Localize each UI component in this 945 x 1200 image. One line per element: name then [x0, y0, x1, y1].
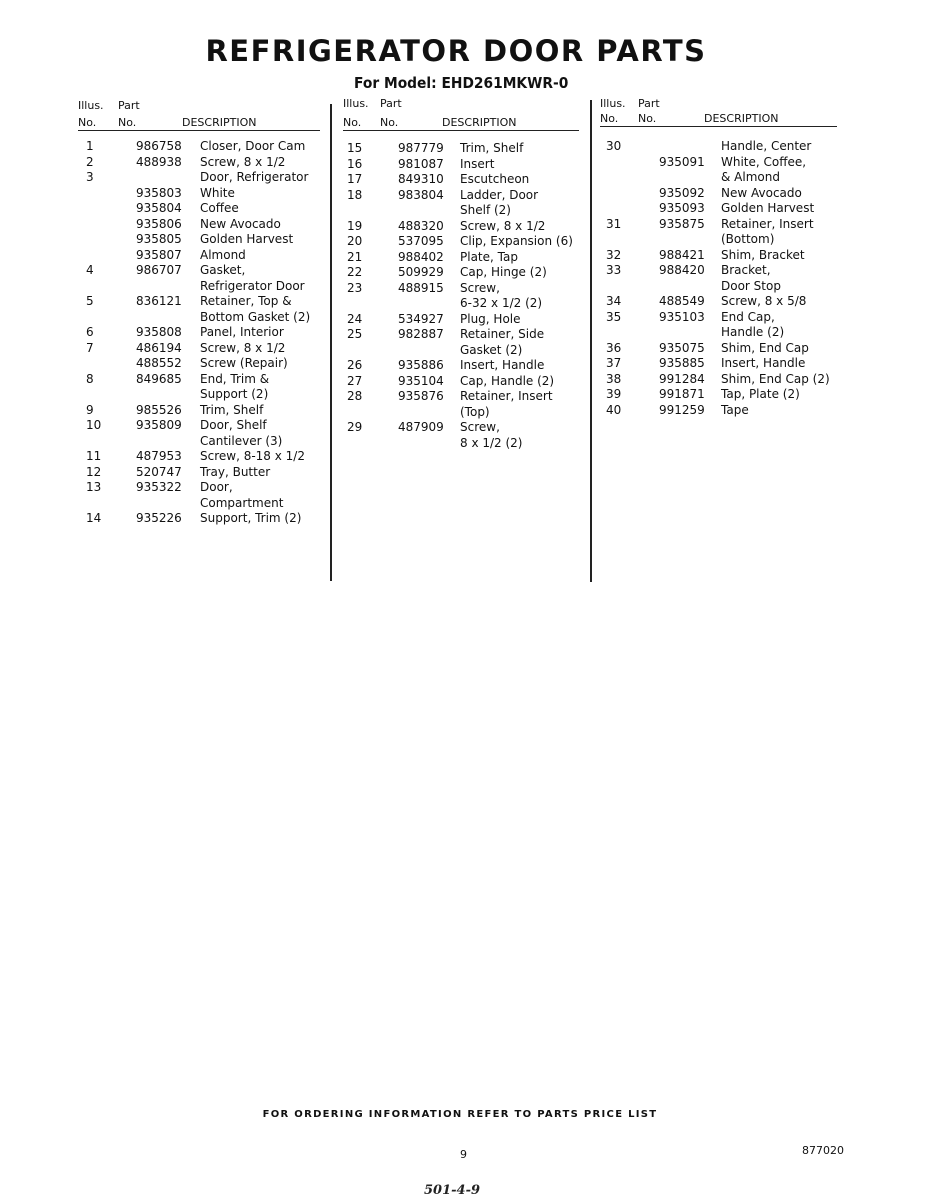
- header-rule: [600, 126, 837, 127]
- part-description: Door, Shelf: [200, 418, 267, 432]
- part-number: 982887: [398, 327, 444, 341]
- header-rule: [343, 130, 579, 131]
- part-description: & Almond: [721, 170, 780, 184]
- part-number: 534927: [398, 311, 444, 326]
- illus-number: 21: [347, 249, 363, 264]
- table-row: [600, 248, 845, 264]
- part-description: Ladder, Door: [460, 187, 539, 202]
- illus-number: 2: [86, 154, 94, 169]
- part-number: 986707: [136, 263, 182, 277]
- table-row: [78, 201, 323, 217]
- header-rule: [78, 130, 320, 131]
- table-row: [78, 356, 323, 372]
- table-row: [343, 420, 588, 451]
- table-row: [600, 263, 845, 294]
- table-row: [343, 265, 588, 281]
- illus-number: 40: [606, 402, 622, 417]
- part-number: 935092: [659, 185, 705, 200]
- ordering-info-footer: FOR ORDERING INFORMATION REFER TO PARTS PRICE LIST: [262, 1109, 658, 1120]
- illus-number: 11: [86, 449, 102, 463]
- illus-number: 33: [606, 263, 622, 277]
- table-row: [78, 139, 323, 155]
- table-row: [600, 341, 845, 357]
- part-description: Handle (2): [721, 325, 785, 339]
- part-description: Screw, 8 x 1/2: [200, 340, 286, 355]
- illus-number: 26: [347, 358, 363, 372]
- table-row: [78, 480, 323, 511]
- table-row: [343, 312, 588, 328]
- table-row: [78, 186, 323, 202]
- part-number: 487909: [398, 420, 444, 434]
- part-header-top: Part: [118, 99, 140, 112]
- part-description: White: [200, 185, 235, 200]
- illus-number: 7: [86, 340, 94, 355]
- part-number: 935075: [659, 340, 705, 355]
- column-header: [600, 97, 845, 129]
- parts-rows: [78, 139, 323, 527]
- part-number: 935103: [659, 309, 705, 324]
- parts-rows: [600, 139, 845, 418]
- illus-number: 37: [606, 356, 622, 370]
- part-description: Support, Trim (2): [200, 511, 302, 525]
- part-description: Retainer, Insert: [460, 389, 553, 403]
- illus-number: 5: [86, 294, 94, 308]
- table-row: [600, 201, 845, 217]
- illus-number: 4: [86, 263, 94, 277]
- parts-column-1: [78, 97, 323, 525]
- part-number: 836121: [136, 294, 182, 308]
- part-description: Golden Harvest: [200, 232, 294, 246]
- illus-number: 13: [86, 480, 102, 494]
- part-description: Cantilever (3): [200, 433, 283, 448]
- part-number: 487953: [136, 449, 182, 463]
- part-description: 6-32 x 1/2 (2): [460, 296, 543, 310]
- part-number: 935808: [136, 325, 182, 339]
- part-number: 935807: [136, 247, 182, 262]
- table-row: [343, 141, 588, 157]
- illus-number: 28: [347, 389, 363, 403]
- part-description: Screw,: [460, 420, 500, 434]
- parts-column-2: [343, 97, 588, 450]
- part-number: 488552: [136, 356, 182, 370]
- table-row: [600, 155, 845, 186]
- part-number: 935091: [659, 154, 705, 169]
- table-row: [343, 374, 588, 390]
- table-row: [343, 281, 588, 312]
- part-description: Door Stop: [721, 278, 781, 293]
- table-row: [343, 172, 588, 188]
- table-row: [78, 418, 323, 449]
- illus-number: 8: [86, 371, 94, 386]
- part-number: 985526: [136, 402, 182, 417]
- part-description: Bottom Gasket (2): [200, 309, 311, 324]
- illus-number: 23: [347, 280, 363, 295]
- part-description: Escutcheon: [460, 172, 530, 186]
- part-number: 488549: [659, 294, 705, 308]
- part-description: Panel, Interior: [200, 325, 284, 339]
- illus-header-bottom: No.: [600, 112, 619, 125]
- column-header: [343, 97, 588, 129]
- illus-number: 15: [347, 141, 363, 155]
- illus-number: 25: [347, 327, 363, 341]
- part-number: 935809: [136, 418, 182, 432]
- document-number: 877020: [802, 1144, 844, 1157]
- part-description: Shelf (2): [460, 203, 511, 217]
- table-row: [78, 465, 323, 481]
- part-description: Screw, 8 x 5/8: [721, 294, 807, 308]
- illus-number: 12: [86, 464, 102, 479]
- illus-header-bottom: No.: [78, 116, 97, 129]
- illus-number: 9: [86, 402, 94, 417]
- illus-number: 32: [606, 247, 622, 262]
- table-row: [78, 372, 323, 403]
- illus-number: 20: [347, 234, 363, 248]
- part-description: Screw,: [460, 280, 500, 295]
- table-row: [78, 232, 323, 248]
- parts-column-3: [600, 97, 845, 417]
- part-description: Shim, Bracket: [721, 247, 805, 262]
- table-row: [78, 341, 323, 357]
- part-number: 486194: [136, 340, 182, 355]
- illus-number: 39: [606, 387, 622, 401]
- table-row: [600, 217, 845, 248]
- illus-header-top: Illus.: [600, 97, 626, 110]
- part-number: 488320: [398, 218, 444, 233]
- part-number: 935803: [136, 185, 182, 200]
- part-description: Cap, Hinge (2): [460, 265, 547, 279]
- part-number: 935875: [659, 216, 705, 231]
- illus-number: 17: [347, 172, 363, 186]
- part-description: Tape: [721, 402, 749, 417]
- description-header: DESCRIPTION: [704, 112, 779, 125]
- table-row: [600, 356, 845, 372]
- part-description: New Avocado: [721, 185, 802, 200]
- part-description: 8 x 1/2 (2): [460, 435, 523, 450]
- illus-header-top: Illus.: [343, 97, 369, 110]
- part-number: 935806: [136, 216, 182, 231]
- part-description: (Bottom): [721, 232, 775, 246]
- illus-header-top: Illus.: [78, 99, 104, 112]
- part-number: 935104: [398, 373, 444, 388]
- illus-number: 36: [606, 340, 622, 355]
- part-description: Handle, Center: [721, 139, 812, 153]
- description-header: DESCRIPTION: [182, 116, 257, 129]
- page-number: 9: [460, 1148, 467, 1161]
- illus-number: 16: [347, 156, 363, 171]
- part-description: Coffee: [200, 201, 239, 215]
- table-row: [600, 139, 845, 155]
- part-description: Plug, Hole: [460, 311, 521, 326]
- part-number: 935093: [659, 201, 705, 215]
- page-title: REFRIGERATOR DOOR PARTS: [205, 34, 707, 68]
- table-row: [343, 250, 588, 266]
- part-description: Trim, Shelf: [200, 402, 264, 417]
- part-description: Almond: [200, 247, 246, 262]
- part-description: End, Trim &: [200, 371, 270, 386]
- illus-number: 18: [347, 187, 363, 202]
- part-number: 935322: [136, 480, 182, 494]
- part-description: Screw, 8 x 1/2: [200, 154, 286, 169]
- part-description: Shim, End Cap: [721, 340, 809, 355]
- illus-header-bottom: No.: [343, 116, 362, 129]
- illus-number: 34: [606, 294, 622, 308]
- column-divider-1: [330, 104, 332, 581]
- illus-number: 24: [347, 311, 363, 326]
- model-subtitle: For Model: EHD261MKWR-0: [354, 74, 569, 92]
- part-number: 991871: [659, 387, 705, 401]
- part-description: Shim, End Cap (2): [721, 371, 830, 386]
- part-description: Gasket (2): [460, 342, 523, 357]
- part-description: End Cap,: [721, 309, 775, 324]
- illus-number: 29: [347, 420, 363, 434]
- illus-number: 30: [606, 139, 622, 153]
- illus-number: 27: [347, 373, 363, 388]
- table-row: [78, 170, 323, 186]
- table-row: [600, 372, 845, 388]
- table-row: [78, 449, 323, 465]
- column-header: [78, 97, 323, 129]
- part-number: 488915: [398, 280, 444, 295]
- table-row: [78, 263, 323, 294]
- part-number: 935805: [136, 232, 182, 246]
- table-row: [78, 403, 323, 419]
- table-row: [600, 403, 845, 419]
- part-number: 935885: [659, 356, 705, 370]
- table-row: [78, 325, 323, 341]
- part-description: Screw, 8-18 x 1/2: [200, 449, 305, 463]
- part-description: (Top): [460, 404, 490, 419]
- part-number: 935886: [398, 358, 444, 372]
- part-description: Tap, Plate (2): [721, 387, 800, 401]
- part-number: 988420: [659, 263, 705, 277]
- table-row: [343, 389, 588, 420]
- part-number: 991259: [659, 402, 705, 417]
- part-description: Retainer, Insert: [721, 216, 814, 231]
- part-number: 488938: [136, 154, 182, 169]
- part-description: Refrigerator Door: [200, 278, 305, 293]
- table-row: [343, 219, 588, 235]
- part-header-bottom: No.: [638, 112, 657, 125]
- illus-number: 22: [347, 265, 363, 279]
- part-number: 537095: [398, 234, 444, 248]
- part-number: 520747: [136, 464, 182, 479]
- part-number: 987779: [398, 141, 444, 155]
- table-row: [343, 234, 588, 250]
- part-header-top: Part: [380, 97, 402, 110]
- part-description: Plate, Tap: [460, 249, 518, 264]
- table-row: [600, 294, 845, 310]
- part-description: Golden Harvest: [721, 201, 815, 215]
- table-row: [343, 188, 588, 219]
- part-description: Gasket,: [200, 263, 246, 277]
- part-description: Insert, Handle: [721, 356, 806, 370]
- part-description: Closer, Door Cam: [200, 139, 306, 153]
- part-number: 935804: [136, 201, 182, 215]
- part-number: 509929: [398, 265, 444, 279]
- part-number: 988421: [659, 247, 705, 262]
- part-header-bottom: No.: [380, 116, 399, 129]
- table-row: [78, 248, 323, 264]
- part-description: Retainer, Top &: [200, 294, 292, 308]
- part-number: 986758: [136, 139, 182, 153]
- part-description: Compartment: [200, 495, 284, 510]
- part-number: 991284: [659, 371, 705, 386]
- illus-number: 3: [86, 170, 94, 184]
- table-row: [600, 387, 845, 403]
- part-description: Support (2): [200, 387, 269, 401]
- part-number: 849685: [136, 371, 182, 386]
- column-divider-2: [590, 100, 592, 582]
- part-number: 983804: [398, 187, 444, 202]
- illus-number: 1: [86, 139, 94, 153]
- part-number: 935876: [398, 389, 444, 403]
- table-row: [343, 157, 588, 173]
- part-description: Cap, Handle (2): [460, 373, 555, 388]
- part-description: Retainer, Side: [460, 327, 545, 341]
- part-description: Bracket,: [721, 263, 771, 277]
- part-description: Clip, Expansion (6): [460, 234, 573, 248]
- parts-rows: [343, 141, 588, 451]
- illus-number: 10: [86, 418, 102, 432]
- part-description: Screw (Repair): [200, 356, 288, 370]
- part-number: 988402: [398, 249, 444, 264]
- illus-number: 6: [86, 325, 94, 339]
- table-row: [343, 358, 588, 374]
- table-row: [78, 155, 323, 171]
- part-description: Tray, Butter: [200, 464, 271, 479]
- part-description: Insert: [460, 156, 495, 171]
- part-number: 849310: [398, 172, 444, 186]
- part-description: Door, Refrigerator: [200, 170, 309, 184]
- part-number: 981087: [398, 156, 444, 171]
- part-description: Screw, 8 x 1/2: [460, 218, 546, 233]
- part-description: Trim, Shelf: [460, 141, 524, 155]
- part-description: New Avocado: [200, 216, 281, 231]
- table-row: [78, 511, 323, 527]
- illus-number: 38: [606, 371, 622, 386]
- table-row: [600, 186, 845, 202]
- illus-number: 35: [606, 309, 622, 324]
- part-header-bottom: No.: [118, 116, 137, 129]
- table-row: [78, 217, 323, 233]
- part-header-top: Part: [638, 97, 660, 110]
- handwritten-note: 501-4-9: [424, 1183, 481, 1198]
- part-description: White, Coffee,: [721, 154, 807, 169]
- part-number: 935226: [136, 511, 182, 525]
- part-description: Door,: [200, 480, 233, 494]
- table-row: [343, 327, 588, 358]
- table-row: [78, 294, 323, 325]
- illus-number: 14: [86, 511, 102, 525]
- illus-number: 31: [606, 216, 622, 231]
- part-description: Insert, Handle: [460, 358, 545, 372]
- table-row: [600, 310, 845, 341]
- illus-number: 19: [347, 218, 363, 233]
- description-header: DESCRIPTION: [442, 116, 517, 129]
